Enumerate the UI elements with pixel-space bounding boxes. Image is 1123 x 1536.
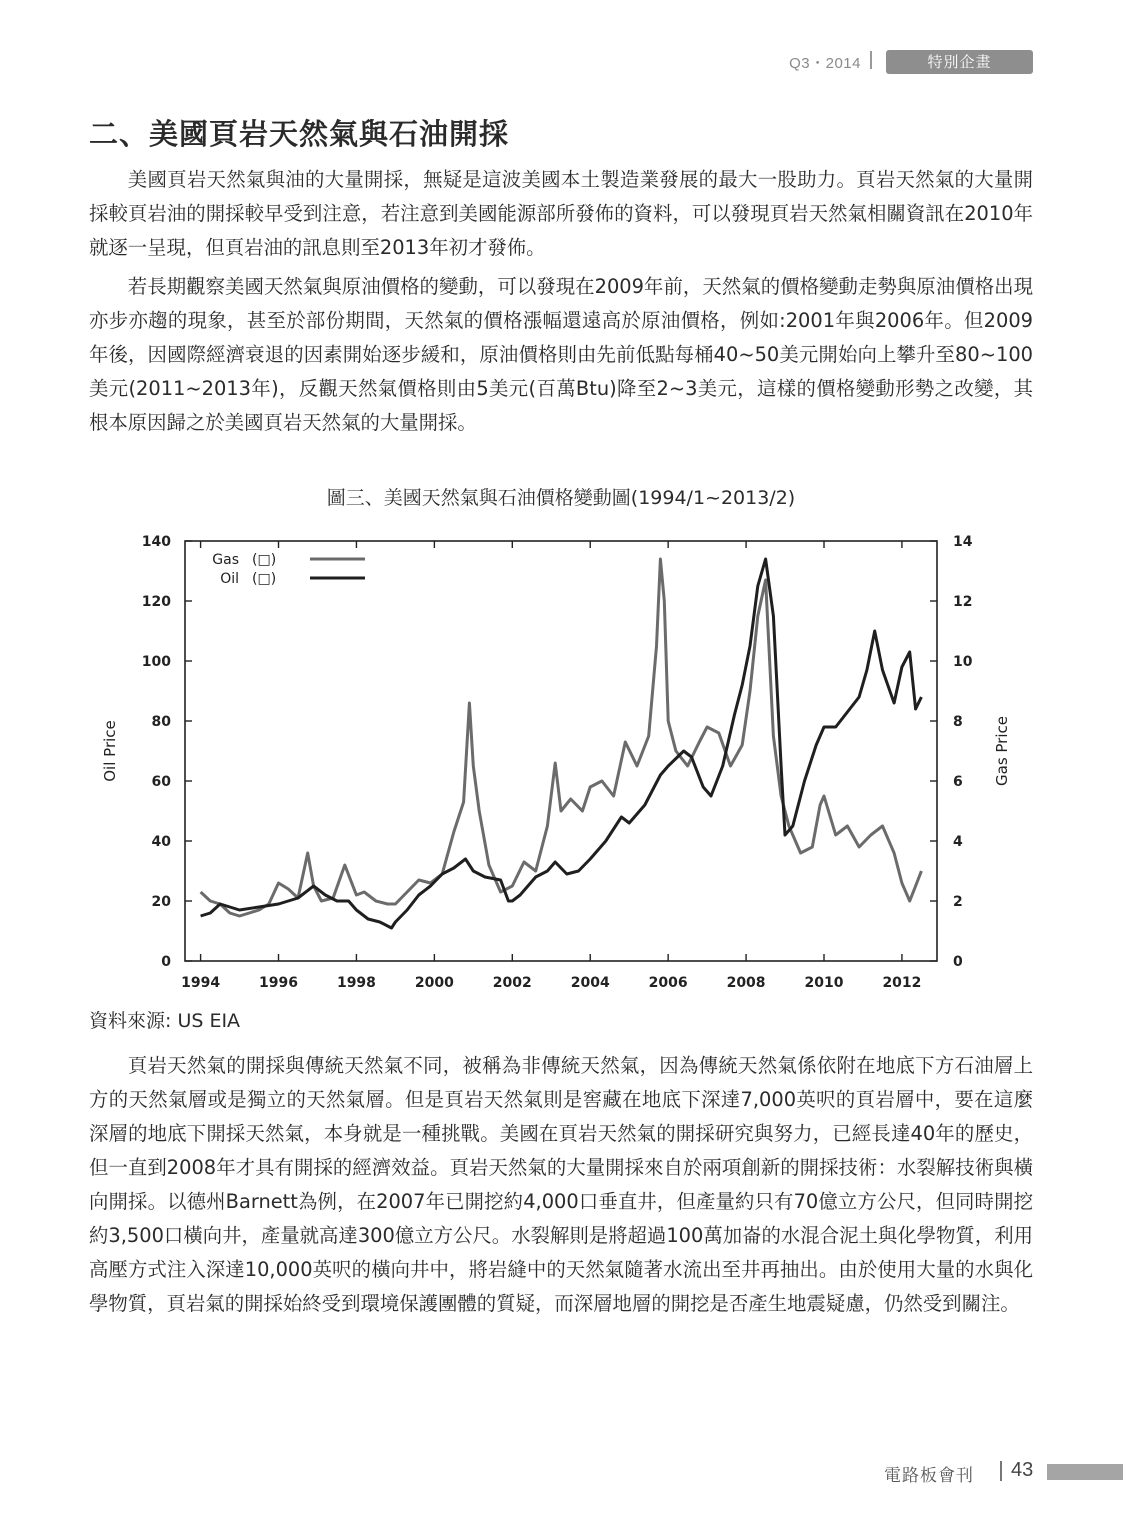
y-tick-label: 0 [161,954,171,970]
x-tick-label: 1996 [259,975,298,991]
y-tick-label: 60 [151,774,171,790]
x-tick-label: 2008 [726,975,766,991]
y2-axis-label: Gas Price [993,716,1011,786]
x-tick-label: 2006 [648,975,688,991]
y-tick-label: 100 [141,654,171,670]
y2-tick-label: 4 [953,834,963,850]
y2-tick-label: 12 [953,594,973,610]
series-line-oil [201,559,922,928]
figure-caption: 圖三、美國天然氣與石油價格變動圖(1994/1~2013/2) [326,487,796,509]
footer-bar [1047,1464,1123,1480]
x-tick-label: 1994 [181,975,221,991]
section-badge: 特別企畫 [886,50,1033,74]
x-tick-label: 2000 [414,975,454,991]
legend-label-oil: Oil [220,571,239,587]
header-divider [870,51,872,69]
paragraph: 美國頁岩天然氣與油的大量開採，無疑是這波美國本土製造業發展的最大一股助力。頁岩天然氣的大量開採較頁岩油的開採較早受到注意，若注意到美國能源部所發佈的資料，可以發現頁岩天然氣相關資訊在2010年就逐一呈現，但頁岩油的訊息則至2013年初才發佈。 [89,168,1033,259]
section-title: 二、美國頁岩天然氣與石油開採 [89,117,510,151]
legend-unit-gas: (□) [252,552,277,568]
footer-divider [1000,1461,1002,1481]
x-tick-label: 2002 [492,975,532,991]
series-line-gas [201,559,922,916]
y-axis-label: Oil Price [101,720,119,782]
y2-tick-label: 6 [953,774,963,790]
y2-tick-label: 14 [953,534,973,550]
y2-tick-label: 0 [953,954,963,970]
paragraph: 若長期觀察美國天然氣與原油價格的變動，可以發現在2009年前，天然氣的價格變動走勢與原油價格出現亦步亦趨的現象，甚至於部份期間，天然氣的價格漲幅還遠高於原油價格，例如:2001年與2006年。但2009年後，因國際經濟衰退的因素開始逐步緩和，原油價格則由先前低點每桶40~50美元開始向上攀升至80~100美元(2011~2013年)，反觀天然氣價格則由5美元(百萬Btu)降至2~3美元，這樣的價格變動形勢之改變，其根本原因歸之於美國頁岩天然氣的大量開採。 [89,275,1033,434]
header-issue: Q3・2014 [789,55,861,72]
price-chart [95,525,1025,995]
footer-journal: 電路板會刊 [884,1466,974,1486]
y2-tick-label: 8 [953,714,963,730]
legend-unit-oil: (□) [252,571,277,587]
price-chart-svg [95,525,1025,995]
page-number: 43 [1011,1459,1034,1481]
legend-label-gas: Gas [212,552,239,568]
y-tick-label: 20 [151,894,171,910]
x-tick-label: 1998 [336,975,376,991]
x-tick-label: 2012 [882,975,922,991]
y-tick-label: 140 [141,534,171,550]
y2-tick-label: 2 [953,894,963,910]
y-tick-label: 80 [151,714,171,730]
y-tick-label: 120 [141,594,171,610]
y-tick-label: 40 [151,834,171,850]
figure-source: 資料來源: US EIA [89,1010,241,1032]
x-tick-label: 2010 [804,975,844,991]
y2-tick-label: 10 [953,654,973,670]
paragraph: 頁岩天然氣的開採與傳統天然氣不同，被稱為非傳統天然氣，因為傳統天然氣係依附在地底下方石油層上方的天然氣層或是獨立的天然氣層。但是頁岩天然氣則是窖藏在地底下深達7,000英呎的頁岩層中，要在這麼深層的地底下開採天然氣，本身就是一種挑戰。美國在頁岩天然氣的開採研究與努力，已經長達40年的歷史，但一直到2008年才具有開採的經濟效益。頁岩天然氣的大量開採來自於兩項創新的開採技術：水裂解技術與橫向開採。以德州Barnett為例，在2007年已開挖約4,000口垂直井，但產量約只有70億立方公尺，但同時開挖約3,500口橫向井，產量就高達300億立方公尺。水裂解則是將超過100萬加崙的水混合泥土與化學物質，利用高壓方式注入深達10,000英呎的橫向井中，將岩縫中的天然氣隨著水流出至井再抽出。由於使用大量的水與化學物質，頁岩氣的開採始終受到環境保護團體的質疑，而深層地層的開挖是否產生地震疑慮，仍然受到關注。 [89,1054,1033,1315]
x-tick-label: 2004 [570,975,610,991]
